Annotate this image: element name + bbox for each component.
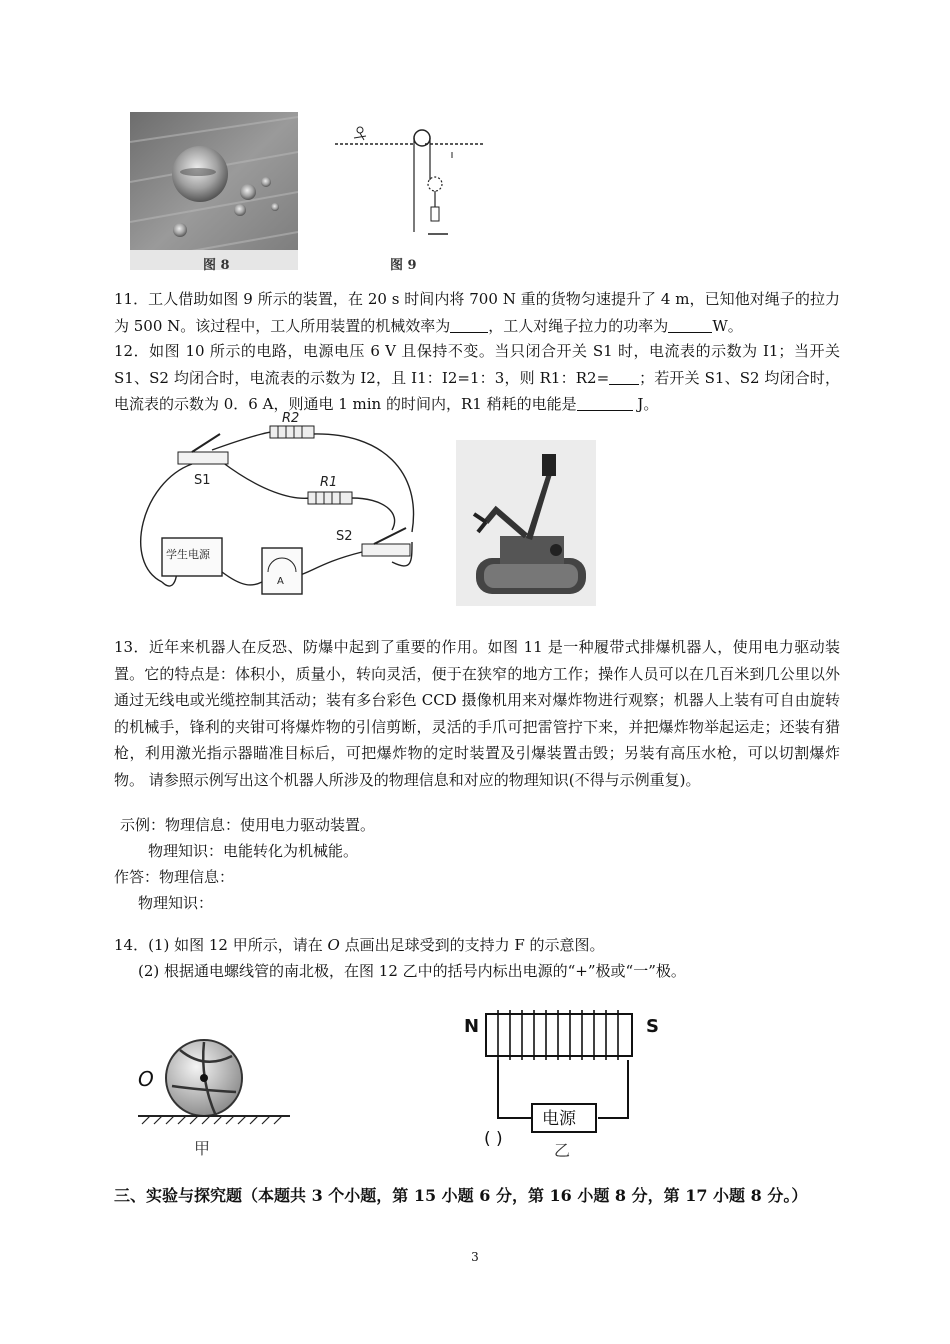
answer-blank-12b[interactable] [577, 396, 633, 411]
ammeter-label: A [277, 576, 284, 587]
figure-12a-caption: 甲 [194, 1139, 211, 1158]
question-12-text-a: 12．如图 10 所示的电路，电源电压 6 V 且保持不变。当只闭合开关 S1 时，电流表的示数为 I1；当开关 S1、S2 均闭合时，电流表的示数为 I2，且 I1：I2=1：3，则 R1：R2= [114, 342, 840, 387]
question-14-part-2: (2) 根据通电螺线管的南北极，在图 12 乙中的括号内标出电源的“+”极或“一”极。 [138, 962, 686, 980]
question-12-text-b: ；若开关 S1、S2 均闭合时，电流表的示数为 0．6 A，则通电 1 min 的时间内，R1 稍耗的电能是 [114, 368, 840, 413]
point-o-figure-label: O [138, 1067, 154, 1091]
football-diagram-icon[interactable] [120, 1030, 300, 1160]
droplet-photo-icon [130, 112, 298, 270]
point-o-label: O [327, 936, 340, 954]
south-pole-label: S [646, 1016, 659, 1037]
power-source-label: 电源 [542, 1109, 576, 1129]
section-3-heading: 三、实验与探究题（本题共 3 个小题，第 15 小题 6 分，第 16 小题 8 分，第 17 小题 8 分。） [114, 1186, 808, 1205]
question-13: 13．近年来机器人在反恐、防爆中起到了重要的作用。如图 11 是一种履带式排爆机器人，使用电力驱动装置。它的特点是：体积小，质量小，转向灵活，便于在狭窄的地方工作；操作人员可以在几百米到几公里以外通过无线电或光缆控制其活动；装有多台彩色 CCD 摄像机用来对爆炸物进行观察；机器人上装有可自由旋转的机械手，锋利的夹钳可将爆炸物的引信剪断，灵活的手爪可把雷管拧下来，并把爆炸物举起运走；还装有猎枪，利用激光指示器瞄准目标后，可把爆炸物的定时装置及引爆装置击毁；另装有高压水枪，可以切割爆炸物。 请参照示例写出这个机器人所涉及的物理信息和对应的物理知识(不得与示例重复)。 [114, 638, 840, 789]
question-11 [114, 286, 840, 339]
polarity-bracket[interactable]: ( ) [484, 1129, 503, 1149]
figure-12b-caption: 乙 [554, 1141, 571, 1160]
question-12-text-c: J。 [632, 395, 659, 413]
question-12 [114, 338, 840, 418]
figure-9-diagram [330, 112, 490, 270]
figure-9-caption: 图 9 [390, 258, 417, 273]
resistor-r1-label: R1 [320, 475, 338, 490]
answer-info[interactable]: 作答：物理信息： [114, 868, 235, 886]
figure-12a-football [120, 1030, 300, 1160]
solenoid-diagram-icon[interactable] [462, 1000, 672, 1160]
answer-knowledge[interactable]: 物理知识： [138, 894, 214, 912]
figure-8-caption: 图 8 [203, 258, 230, 273]
figure-12b-solenoid [462, 1000, 672, 1160]
pulley-diagram-icon [330, 112, 490, 270]
question-14-part-1-text-a: 14．(1) 如图 12 甲所示，请在 [114, 936, 328, 954]
answer-blank-12a[interactable] [609, 370, 639, 385]
north-pole-label: N [464, 1016, 480, 1037]
page-number: 3 [471, 1250, 479, 1264]
robot-icon [456, 440, 596, 606]
answer-blank-11b[interactable] [668, 318, 712, 333]
question-11-text-a: 11．工人借助如图 9 所示的装置，在 20 s 时间内将 700 N 重的货物匀速提升了 4 m，已知他对绳子的拉力为 500 N。该过程中，工人所用装置的机械效率为 [114, 290, 840, 335]
circuit-diagram-icon [122, 412, 440, 608]
example-info: 示例：物理信息：使用电力驱动装置。 [120, 816, 376, 834]
figure-11-robot-photo [456, 440, 596, 606]
power-supply-label: 学生电源 [166, 548, 210, 561]
switch-s1-label: S1 [194, 473, 211, 488]
switch-s2-label: S2 [336, 529, 353, 544]
answer-blank-11a[interactable] [450, 318, 488, 333]
question-14-part-1 [114, 934, 605, 956]
question-11-text-b: ，工人对绳子拉力的功率为 [488, 316, 669, 335]
question-14-part-1-text-b: 点画出足球受到的支持力 F 的示意图。 [339, 936, 605, 954]
figure-10-circuit [122, 412, 440, 608]
figure-8-photo [130, 112, 298, 270]
resistor-r2-label: R2 [282, 412, 300, 426]
example-knowledge: 物理知识：电能转化为机械能。 [148, 842, 359, 860]
question-11-text-c: W。 [712, 316, 743, 335]
